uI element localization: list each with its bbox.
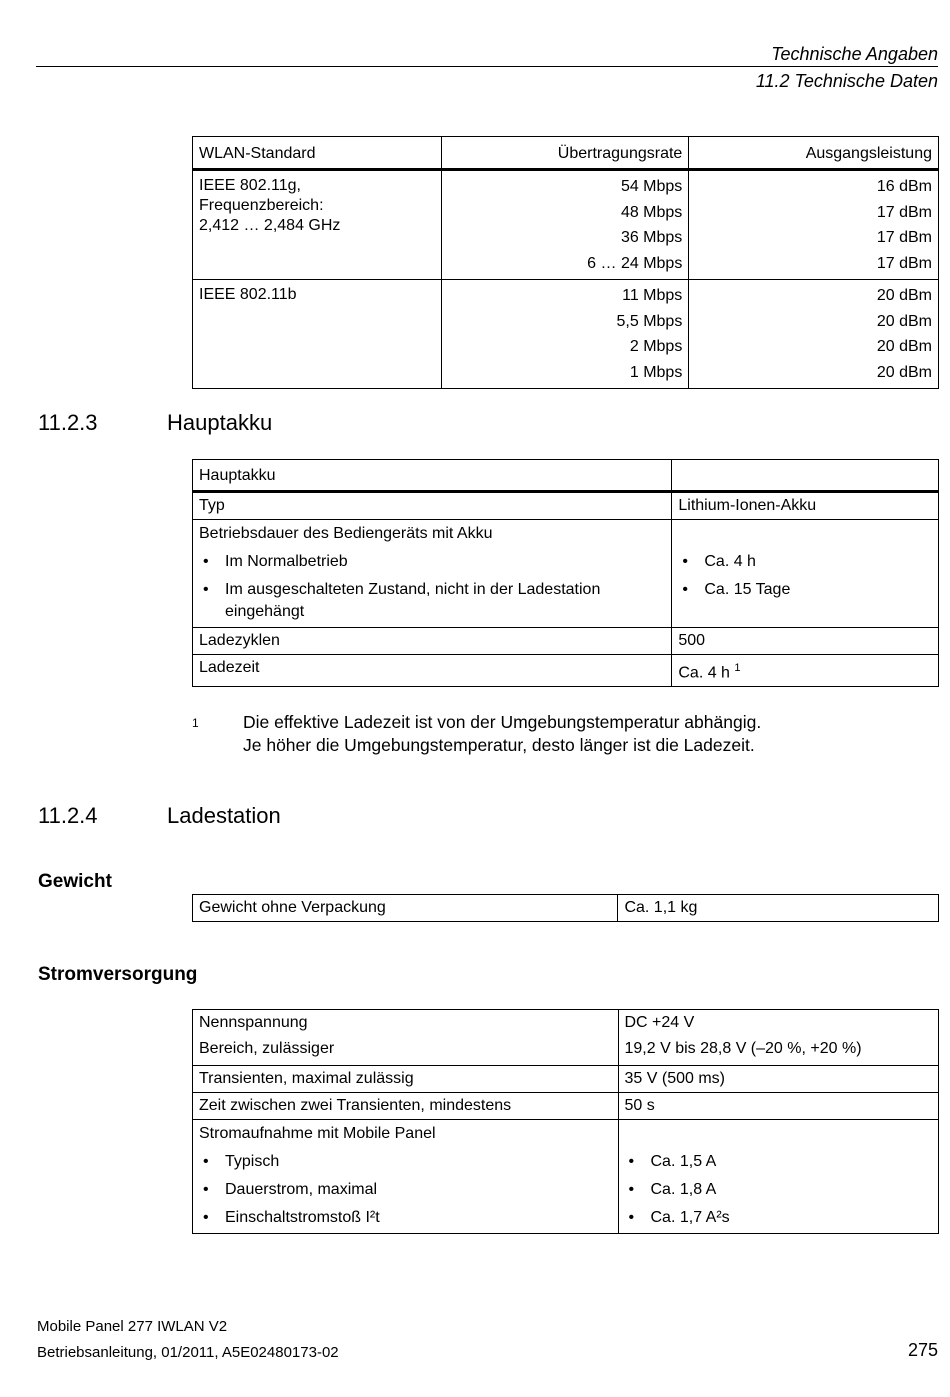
wlan-power: 17 dBm: [876, 254, 932, 272]
nenn-value: DC +24 V: [624, 1014, 695, 1031]
aufnahme-value: • Ca. 1,7 A²s: [625, 1207, 933, 1229]
bereich-label: Bereich, zulässiger: [199, 1040, 335, 1057]
section-number-hauptakku: 11.2.3: [38, 410, 98, 435]
trans-value: 35 V (500 ms): [618, 1066, 939, 1093]
aufnahme-cell: [193, 1120, 619, 1234]
footnote-marker: 1: [192, 716, 199, 730]
wlan-standard-cell: [193, 170, 442, 280]
zyklen-value: 500: [672, 628, 939, 655]
aufnahme-value: • Ca. 1,5 A: [625, 1151, 933, 1173]
wlan-power: 16 dBm: [876, 178, 932, 195]
betrieb-value: • Ca. 15 Tage: [678, 579, 932, 601]
wlan-header-power: Ausgangsleistung: [689, 137, 939, 170]
section-number-ladestation: 11.2.4: [38, 803, 98, 828]
strom-zeit-row: [193, 1093, 939, 1120]
wlan-power-cell: [689, 170, 939, 280]
gewicht-row: [193, 895, 939, 922]
ladezeit-footnote-ref: 1: [734, 662, 741, 674]
aufnahme-item: • Einschaltstromstoß I²t: [199, 1207, 612, 1229]
typ-label: Typ: [193, 492, 672, 520]
section-title-hauptakku: Hauptakku: [167, 410, 273, 435]
aufnahme-item: • Dauerstrom, maximal: [199, 1179, 612, 1201]
wlan-standard-line: IEEE 802.11g,: [199, 177, 301, 194]
gewicht-value: Ca. 1,1 kg: [618, 895, 939, 922]
hauptakku-header-row: [193, 460, 939, 492]
wlan-header-standard: WLAN-Standard: [193, 137, 442, 170]
footnote-line: Je höher die Umgebungstemperatur, desto länger ist die Ladezeit.: [243, 735, 755, 755]
zeit-label: Zeit zwischen zwei Transienten, mindestens: [193, 1093, 619, 1120]
running-header-chapter: Technische Angaben: [771, 44, 938, 64]
strom-table: [192, 1009, 939, 1234]
bereich-value: 19,2 V bis 28,8 V (–20 %, +20 %): [624, 1040, 862, 1057]
subheading-stromversorgung: Stromversorgung: [38, 964, 198, 985]
strom-transienten-row: [193, 1066, 939, 1093]
wlan-power: 20 dBm: [876, 338, 932, 355]
wlan-header-rate: Übertragungsrate: [441, 137, 689, 170]
section-title-ladestation: Ladestation: [167, 803, 281, 828]
wlan-power-cell: [689, 280, 939, 389]
hauptakku-header: Hauptakku: [193, 460, 672, 492]
betrieb-cell: [193, 520, 672, 628]
wlan-table: [192, 136, 939, 389]
footer-doc-info: Betriebsanleitung, 01/2011, A5E02480173-02: [37, 1344, 339, 1361]
spannung-values-cell: [618, 1010, 939, 1066]
wlan-power: 20 dBm: [876, 287, 932, 304]
wlan-rate: 36 Mbps: [620, 229, 683, 246]
aufnahme-item: • Typisch: [199, 1151, 612, 1173]
trans-label: Transienten, maximal zulässig: [193, 1066, 619, 1093]
hauptakku-betrieb-row: [193, 520, 939, 628]
wlan-group-80211g: [193, 170, 939, 280]
wlan-rate: 2 Mbps: [629, 338, 683, 355]
wlan-standard-cell: [193, 280, 442, 389]
hauptakku-zyklen-row: [193, 628, 939, 655]
gewicht-table: [192, 894, 939, 922]
betrieb-value: • Ca. 4 h: [678, 551, 932, 573]
wlan-rate: 48 Mbps: [620, 203, 683, 221]
wlan-rate: 5,5 Mbps: [616, 312, 683, 330]
wlan-standard-line: Frequenzbereich:: [199, 197, 324, 214]
hauptakku-table: [192, 459, 939, 687]
wlan-power: 17 dBm: [876, 229, 932, 246]
ladezeit-label: Ladezeit: [193, 655, 672, 687]
typ-value: Lithium-Ionen-Akku: [672, 492, 939, 520]
running-header-section: 11.2 Technische Daten: [755, 71, 938, 91]
wlan-rate: 11 Mbps: [622, 287, 683, 304]
wlan-rate-cell: [441, 170, 689, 280]
page-number: 275: [907, 1340, 938, 1360]
betrieb-values-cell: [672, 520, 939, 628]
aufnahme-label: Stromaufnahme mit Mobile Panel: [199, 1125, 436, 1142]
betrieb-item: • Im Normalbetrieb: [199, 551, 665, 573]
ladezeit-value-cell: [672, 655, 939, 687]
spannung-labels-cell: [193, 1010, 619, 1066]
wlan-table-header-row: [193, 137, 939, 170]
hauptakku-typ-row: [193, 492, 939, 520]
wlan-rate: 1 Mbps: [629, 363, 683, 381]
gewicht-label: Gewicht ohne Verpackung: [193, 895, 618, 922]
strom-aufnahme-row: [193, 1120, 939, 1234]
wlan-standard-line: IEEE 802.11b: [199, 286, 297, 303]
hauptakku-header-empty: [672, 460, 939, 492]
zyklen-label: Ladezyklen: [193, 628, 672, 655]
wlan-rate: 54 Mbps: [620, 178, 683, 195]
hauptakku-ladezeit-row: [193, 655, 939, 687]
betrieb-item: • Im ausgeschalteten Zustand, nicht in der Ladestation eingehängt: [199, 579, 665, 623]
subheading-gewicht: Gewicht: [38, 871, 112, 892]
footnote-line: Die effektive Ladezeit ist von der Umgebungstemperatur abhängig.: [243, 712, 762, 732]
wlan-standard-line: 2,412 … 2,484 GHz: [199, 217, 341, 234]
header-rule: [36, 66, 938, 67]
ladezeit-value: Ca. 4 h: [678, 664, 730, 682]
wlan-group-80211b: [193, 280, 939, 389]
strom-spannung-row: [193, 1010, 939, 1066]
wlan-power: 20 dBm: [876, 312, 932, 330]
wlan-rate-cell: [441, 280, 689, 389]
aufnahme-value: • Ca. 1,8 A: [625, 1179, 933, 1201]
wlan-power: 17 dBm: [876, 203, 932, 221]
footnote-text: [243, 711, 761, 757]
zeit-value: 50 s: [618, 1093, 939, 1120]
wlan-power: 20 dBm: [876, 363, 932, 381]
wlan-rate: 6 … 24 Mbps: [587, 254, 683, 272]
footer-product: Mobile Panel 277 IWLAN V2: [37, 1318, 228, 1335]
nenn-label: Nennspannung: [199, 1014, 308, 1031]
betrieb-label: Betriebsdauer des Bediengeräts mit Akku: [199, 525, 493, 542]
aufnahme-values-cell: [618, 1120, 939, 1234]
